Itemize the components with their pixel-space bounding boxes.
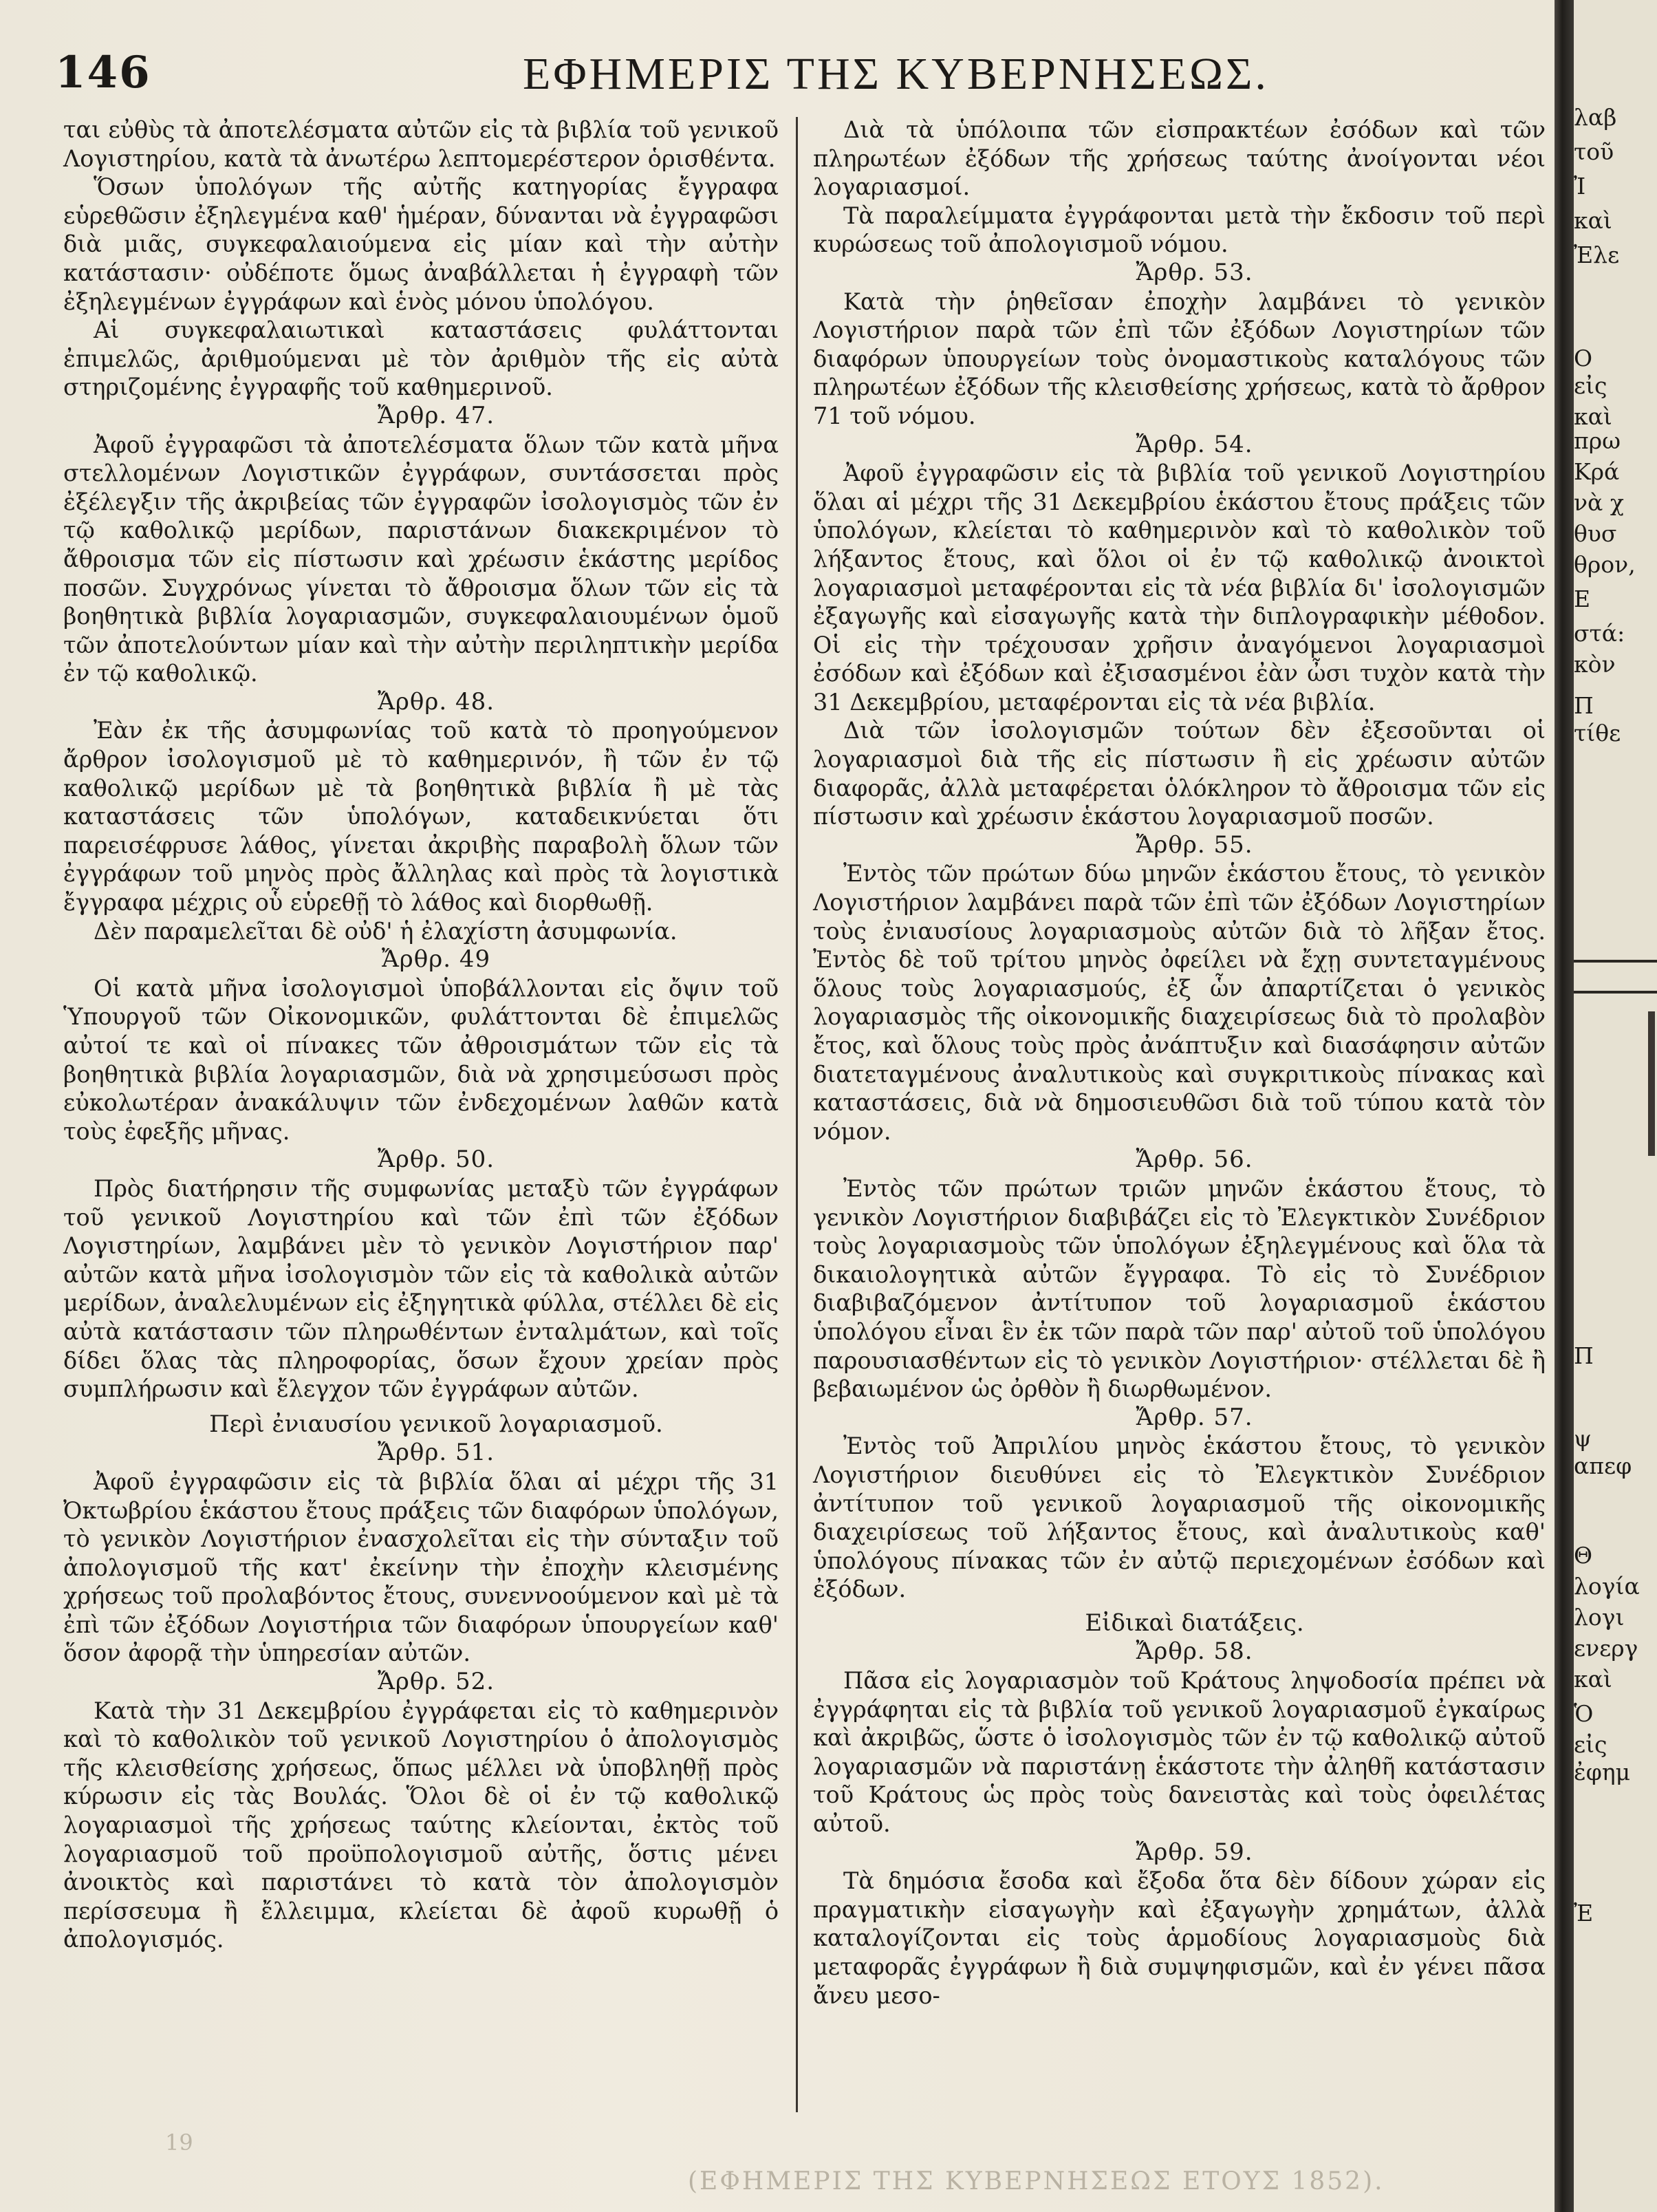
edge-line: απεφ — [1574, 1452, 1632, 1479]
section-heading: Περὶ ἐνιαυσίου γενικοῦ λογαριασμοῦ. — [209, 1410, 663, 1438]
edge-line: Ὁ — [1574, 1700, 1594, 1727]
edge-rule — [1574, 991, 1657, 994]
paragraph: Πᾶσα εἰς λογαριασμὸν τοῦ Κράτους ληψοδοσία πρέπει νὰ ἐγγράφηται εἰς τὰ βιβλία τοῦ γενικοῦ λογαριασμοῦ ἐγκαίρως καὶ ἀκριβῶς, ὥστε ὁ ἰσολογισμὸς τῶν ἐν τῷ καθολικῷ αὐτοῦ λογαριασμῶν νὰ παριστάνῃ ἑκάστοτε τὴν ἀληθῆ κατάστασιν τοῦ Κράτους ὡς πρὸς τοὺς δανειστὰς καὶ τοὺς ὀφειλέτας αὐτοῦ. — [813, 1667, 1546, 1838]
edge-line: κὸν — [1574, 651, 1616, 678]
edge-line: τοῦ — [1574, 138, 1614, 165]
edge-line: θρον, — [1574, 551, 1636, 578]
edge-line: λαβ — [1574, 104, 1617, 131]
edge-line: καὶ — [1574, 1666, 1612, 1693]
edge-line: καὶ — [1574, 403, 1612, 430]
edge-line: πρω — [1574, 427, 1621, 454]
paragraph: Ἐντὸς τῶν πρώτων δύω μηνῶν ἑκάστου ἔτους, τὸ γενικὸν Λογιστήριον λαμβάνει παρὰ τῶν ἐπὶ τῶν ἐξόδων Λογιστηρίων τοὺς ἐνιαυσίους λογαριασμοὺς αὐτῶν διὰ τὸ λῆξαν ἔτος. Ἐντὸς δὲ τοῦ τρίτου μηνὸς ὀφείλει νὰ ἔχῃ συντεταγμένους ὅλους τοὺς λογαριασμούς, ἐξ ὧν ἀπαρτίζεται ὁ γενικὸς λογαριασμὸς τῆς οἰκονομικῆς διαχειρίσεως διὰ τὸ προλαβὸν ἔτος, καὶ ὅλους τοὺς πρὸς ἀνάπτυξιν καὶ διασάφησιν αὐτῶν διατεταγμένους ἀναλυτικοὺς καὶ συγκριτικοὺς πίνακας καὶ καταστάσεις, διὰ νὰ δημοσιευθῶσι διὰ τοῦ τύπου κατὰ τὸν νόμον. — [813, 860, 1546, 1145]
right-column — [813, 116, 1546, 2010]
edge-line: Ο — [1574, 345, 1593, 372]
page-header — [55, 41, 1555, 117]
paragraph: Ἐὰν ἐκ τῆς ἀσυμφωνίας τοῦ κατὰ τὸ προηγούμενον ἄρθρον ἰσολογισμοῦ μὲ τὸ καθημερινόν, ἢ τῶν ἐν τῷ καθολικῷ μερίδων μὲ τὰ βοηθητικὰ βιβλία ἢ μὲ τὰς καταστάσεις τῶν ὑπολόγων, καταδεικνύεται ὅτι παρεισέφρυσε λάθος, γίνεται ἀκριβὴς παραβολὴ ὅλων τῶν ἐγγράφων τοῦ μηνὸς πρὸς ἄλληλας καὶ πρὸς τὰ λογιστικὰ ἔγγραφα μέχρις οὗ εὑρεθῇ τὸ λάθος καὶ διορθωθῇ. — [63, 717, 779, 916]
edge-line: εἰς — [1574, 372, 1607, 399]
paragraph: Ἐντὸς τῶν πρώτων τριῶν μηνῶν ἑκάστου ἔτους, τὸ γενικὸν Λογιστήριον διαβιβάζει εἰς τὸ Ἐλεγκτικὸν Συνέδριον τοὺς λογαριασμοὺς τῶν ὑπολόγων ἐξηλεγμένους καὶ ὅλα τὰ δικαιολογητικὰ αὐτῶν ἔγγραφα. Τὸ εἰς τὸ Συνέδριον διαβιβαζόμενον ἀντίτυπον τοῦ λογαριασμοῦ ἑκάστου ὑπολόγου εἶναι ἓν ἐκ τῶν παρὰ τῶν παρ' αὐτοῦ τοῦ ὑπολόγου παρουσιασθέντων εἰς τὸ γενικὸν Λογιστήριον· στέλλεται δὲ ἢ βεβαιωμένον ὡς ὀρθὸν ἢ διωρθωμένον. — [813, 1174, 1546, 1403]
article-heading: Ἄρθρ. 52. — [377, 1668, 495, 1696]
paragraph: ται εὐθὺς τὰ ἀποτελέσματα αὐτῶν εἰς τὰ βιβλία τοῦ γενικοῦ Λογιστηρίου, κατὰ τὰ ἀνωτέρω λεπτομερέστερον ὁρισθέντα. — [63, 116, 779, 172]
edge-line: λογι — [1574, 1604, 1625, 1631]
faint-bleed-footer: (ΕΦΗΜΕΡΙΣ ΤΗΣ ΚΥΒΕΡΝΗΣΕΩΣ ΕΤΟΥΣ 1852). — [688, 2167, 1385, 2195]
edge-bar — [1648, 1011, 1655, 1156]
edge-rule — [1574, 960, 1657, 963]
section-heading: Εἰδικαὶ διατάξεις. — [1085, 1609, 1304, 1637]
edge-line: Ἐ — [1574, 1900, 1594, 1926]
paragraph: Ὅσων ὑπολόγων τῆς αὐτῆς κατηγορίας ἔγγραφα εὑρεθῶσιν ἐξηλεγμένα καθ' ἡμέραν, δύνανται νὰ ἐγγραφῶσι διὰ μιᾶς, συγκεφαλαιούμενα εἰς μίαν καὶ τὴν αὐτὴν κατάστασιν· οὐδέποτε ὅμως ἀναβάλλεται ἡ ἐγγραφὴ τῶν ἐξηλεγμένων ἐγγράφων καὶ ἑνὸς μόνου ὑπολόγου. — [63, 173, 779, 315]
article-heading: Ἄρθρ. 55. — [1136, 830, 1253, 859]
paragraph: Ἀφοῦ ἐγγραφῶσι τὰ ἀποτελέσματα ὅλων τῶν κατὰ μῆνα στελλομένων Λογιστικῶν ἐγγράφων, συντάσσεται πρὸς ἐξέλεγξιν τῆς ἀκριβείας τῶν ἐγγραφῶν ἰσολογισμὸς τῶν ἐν τῷ καθολικῷ μερίδων, παριστάνων διακεκριμένον τὸ ἄθροισμα τῶν εἰς πίστωσιν καὶ χρέωσιν ἑκάστης μερίδος ποσῶν. Συγχρόνως γίνεται τὸ ἄθροισμα ὅλων τῶν εἰς τὰ βοηθητικὰ βιβλία λογαριασμῶν, συγκεφαλαιουμένων ὁμοῦ τῶν ἀποτελούντων μίαν καὶ τὴν αὐτὴν περιληπτικὴν μερίδα ἐν τῷ καθολικῷ. — [63, 431, 779, 687]
paragraph: Αἱ συγκεφαλαιωτικαὶ καταστάσεις φυλάττονται ἐπιμελῶς, ἀριθμούμεναι μὲ τὸν ἀριθμὸν τῆς εἰς αὐτὰ στηριζομένης ἐγγραφῆς τοῦ καθημερινοῦ. — [63, 316, 779, 401]
article-heading: Ἄρθρ. 58. — [1136, 1637, 1253, 1666]
article-heading: Ἄρθρ. 54. — [1136, 430, 1253, 458]
paragraph: Διὰ τὰ ὑπόλοιπα τῶν εἰσπρακτέων ἐσόδων καὶ τῶν πληρωτέων ἐξόδων τῆς χρήσεως ταύτης ἀνοίγονται νέοι λογαριασμοί. — [813, 116, 1546, 201]
article-heading: Ἄρθρ. 56. — [1136, 1146, 1253, 1174]
paragraph: Διὰ τῶν ἰσολογισμῶν τούτων δὲν ἐξεσοῦνται οἱ λογαριασμοὶ διὰ τῆς εἰς πίστωσιν ἢ εἰς χρέωσιν αὐτῶν διαφορᾶς, ἀλλὰ μεταφέρεται ὁλόκληρον τὸ ἄθροισμα τῶν εἰς πίστωσιν καὶ χρέωσιν ἑκάστου λογαριασμοῦ ποσῶν. — [813, 717, 1546, 830]
paragraph: Τὰ παραλείμματα ἐγγράφονται μετὰ τὴν ἔκδοσιν τοῦ περὶ κυρώσεως τοῦ ἀπολογισμοῦ νόμου. — [813, 202, 1546, 258]
paragraph: Δὲν παραμελεῖται δὲ οὐδ' ἡ ἐλαχίστη ἀσυμφωνία. — [94, 917, 678, 945]
article-heading: Ἄρθρ. 48. — [377, 687, 495, 716]
book-gutter — [1555, 0, 1574, 2212]
edge-line: στά: — [1574, 620, 1625, 647]
article-heading: Ἄρθρ. 53. — [1136, 258, 1253, 286]
paragraph: Ἐντὸς τοῦ Ἀπριλίου μηνὸς ἑκάστου ἔτους, τὸ γενικὸν Λογιστήριον διευθύνει εἰς τὸ Ἐλεγκτικὸν Συνέδριον ἀντίτυπον τοῦ γενικοῦ λογαριασμοῦ τῆς οἰκονομικῆς διαχειρίσεως τοῦ λήξαντος ἔτους, καὶ ἀναλυτικοὺς καθ' ὑπολόγους πίνακας τῶν ἐν αὐτῷ περιεχομένων ἐσόδων καὶ ἐξόδων. — [813, 1432, 1546, 1603]
paragraph: Πρὸς διατήρησιν τῆς συμφωνίας μεταξὺ τῶν ἐγγράφων τοῦ γενικοῦ Λογιστηρίου καὶ τῶν ἐπὶ τῶν ἐξόδων Λογιστηρίων, λαμβάνει μὲν τὸ γενικὸν Λογιστήριον παρ' αὐτῶν κατὰ μῆνα ἰσολογισμὸν τῶν εἰς τὰ καθολικὰ αὐτῶν μερίδων, ἀναλελυμένων εἰς ἐξηγητικὰ φύλλα, στέλλει δὲ εἰς αὐτὰ κατάστασιν τῶν πληρωθέντων ἐνταλμάτων, καὶ τοῖς δίδει ὅλας τὰς πληροφορίας, ὅσων ἔχουν χρείαν πρὸς συμπλήρωσιν καὶ ἔλεγχον τῶν ἐγγράφων αὐτῶν. — [63, 1174, 779, 1403]
edge-line: ενεργ — [1574, 1635, 1638, 1662]
edge-line: νὰ χ — [1574, 489, 1624, 516]
paragraph: Τὰ δημόσια ἔσοδα καὶ ἔξοδα ὅτα δὲν δίδουν χώραν εἰς πραγματικὴν εἰσαγωγὴν καὶ ἐξαγωγὴν χρημάτων, ἀλλὰ καταλογίζονται εἰς τοὺς ἁρμοδίους λογαριασμοὺς διὰ μεταφορᾶς ἐγγράφων ἢ διὰ συμψηφισμῶν, καὶ ἐν γένει πᾶσα ἄνευ μεσο- — [813, 1867, 1546, 2009]
edge-line: λογία — [1574, 1573, 1640, 1600]
article-heading: Ἄρθρ. 49 — [381, 945, 491, 974]
edge-line: Ἐλε — [1574, 241, 1620, 268]
paragraph: Ἀφοῦ ἐγγραφῶσιν εἰς τὰ βιβλία τοῦ γενικοῦ Λογιστηρίου ὅλαι αἱ μέχρι τῆς 31 Δεκεμβρίου ἑκάστου ἔτους πράξεις τῶν ὑπολόγων, κλείεται τὸ καθημερινὸν καὶ τὸ καθολικὸν τοῦ λήξαντος ἔτους, καὶ ὅλοι οἱ ἐν τῷ καθολικῷ ἀνοικτοὶ λογαριασμοὶ μεταφέρονται εἰς τὰ νέα βιβλία δι' ἰσολογισμῶν ἐξαγωγῆς καὶ εἰσαγωγῆς κατὰ τὴν διπλογραφικὴν μέθοδον. Οἱ εἰς τὴν τρέχουσαν χρῆσιν ἀναγόμενοι λογαριασμοὶ ἐσόδων καὶ ἐξόδων καὶ ἐξισασμένοι ἐὰν ὦσι τυχὸν κατὰ τὴν 31 Δεκεμβρίου, μεταφέρονται εἰς τὰ νέα βιβλία. — [813, 460, 1546, 716]
edge-line: καὶ — [1574, 207, 1612, 234]
left-column — [63, 116, 779, 1954]
page-number: 146 — [55, 47, 151, 98]
edge-line: εἰς — [1574, 1731, 1607, 1758]
edge-line: τίθε — [1574, 720, 1621, 747]
edge-line: ψ — [1574, 1425, 1592, 1452]
edge-line: Π — [1574, 1342, 1594, 1369]
article-heading: Ἄρθρ. 59. — [1136, 1838, 1253, 1866]
article-heading: Ἄρθρ. 47. — [377, 401, 495, 429]
edge-line: Ἰ — [1574, 173, 1586, 200]
edge-line: Θ — [1574, 1542, 1593, 1569]
edge-line: Ε — [1574, 586, 1591, 612]
faint-bleed-number: 19 — [165, 2129, 193, 2156]
paragraph: Οἱ κατὰ μῆνα ἰσολογισμοὶ ὑποβάλλονται εἰς ὄψιν τοῦ Ὑπουργοῦ τῶν Οἰκονομικῶν, φυλάττονται δὲ ἐπιμελῶς αὐτοί τε καὶ οἱ πίνακες τῶν ἀθροισμάτων τῶν εἰς τὰ βοηθητικὰ βιβλία λογαριασμῶν, διὰ νὰ χρησιμεύσωσι πρὸς εὐκολωτέραν ἀνακάλυψιν τῶν ἐνδεχομένων λαθῶν κατὰ τοὺς ἐφεξῆς μῆνας. — [63, 974, 779, 1145]
article-heading: Ἄρθρ. 51. — [377, 1439, 495, 1467]
edge-line: Π — [1574, 692, 1594, 719]
paragraph: Κατὰ τὴν ῥηθεῖσαν ἐποχὴν λαμβάνει τὸ γενικὸν Λογιστήριον παρὰ τῶν ἐπὶ τῶν ἐξόδων Λογιστηρίων τῶν διαφόρων ὑπουργείων τοὺς ὀνομαστικοὺς καταλόγους τῶν πληρωτέων ἐξόδων τῆς κλεισθείσης χρήσεως, κατὰ τὸ ἄρθρον 71 τοῦ νόμου. — [813, 288, 1546, 429]
edge-line: ἐφημ — [1574, 1759, 1631, 1785]
edge-line: θυσ — [1574, 520, 1617, 547]
running-title: ΕΦΗΜΕΡΙΣ ΤΗΣ ΚΥΒΕΡΝΗΣΕΩΣ. — [523, 49, 1269, 99]
next-page-edge — [1574, 0, 1657, 2212]
article-heading: Ἄρθρ. 50. — [377, 1146, 495, 1174]
edge-line: Κρά — [1574, 458, 1620, 485]
paragraph: Κατὰ τὴν 31 Δεκεμβρίου ἐγγράφεται εἰς τὸ καθημερινὸν καὶ τὸ καθολικὸν τοῦ γενικοῦ Λογιστηρίου ὁ ἀπολογισμὸς τῆς κλεισθείσης χρήσεως, ὅπως μέλλει νὰ ὑποβληθῇ πρὸς κύρωσιν εἰς τὰς Βουλάς. Ὅλοι δὲ οἱ ἐν τῷ καθολικῷ λογαριασμοὶ τῆς χρήσεως ταύτης κλείονται, ἐκτὸς τοῦ λογαριασμοῦ τοῦ προϋπολογισμοῦ αὐτῆς, ὅστις μένει ἀνοικτὸς καὶ παριστάνει τὸ κατὰ τὸν ἀπολογισμὸν περίσσευμα ἢ ἔλλειμμα, κλείεται δὲ ἀφοῦ κυρωθῇ ὁ ἀπολογισμός. — [63, 1697, 779, 1953]
article-heading: Ἄρθρ. 57. — [1136, 1403, 1253, 1431]
paragraph: Ἀφοῦ ἐγγραφῶσιν εἰς τὰ βιβλία ὅλαι αἱ μέχρι τῆς 31 Ὀκτωβρίου ἑκάστου ἔτους πράξεις τῶν διαφόρων ὑπολόγων, τὸ γενικὸν Λογιστήριον ἐνασχολεῖται εἰς τὴν σύνταξιν τοῦ ἀπολογισμοῦ τῆς κατ' ἐκείνην τὴν ἐποχὴν κλεισμένης χρήσεως τοῦ προλαβόντος ἔτους, συνεννοούμενον καὶ μὲ τὰ ἐπὶ τῶν ἐξόδων Λογιστήρια τῶν διαφόρων ὑπουργείων καθ' ὅσον ἀφορᾷ τὴν ὑπηρεσίαν αὐτῶν. — [63, 1468, 779, 1667]
column-divider — [796, 117, 798, 2112]
